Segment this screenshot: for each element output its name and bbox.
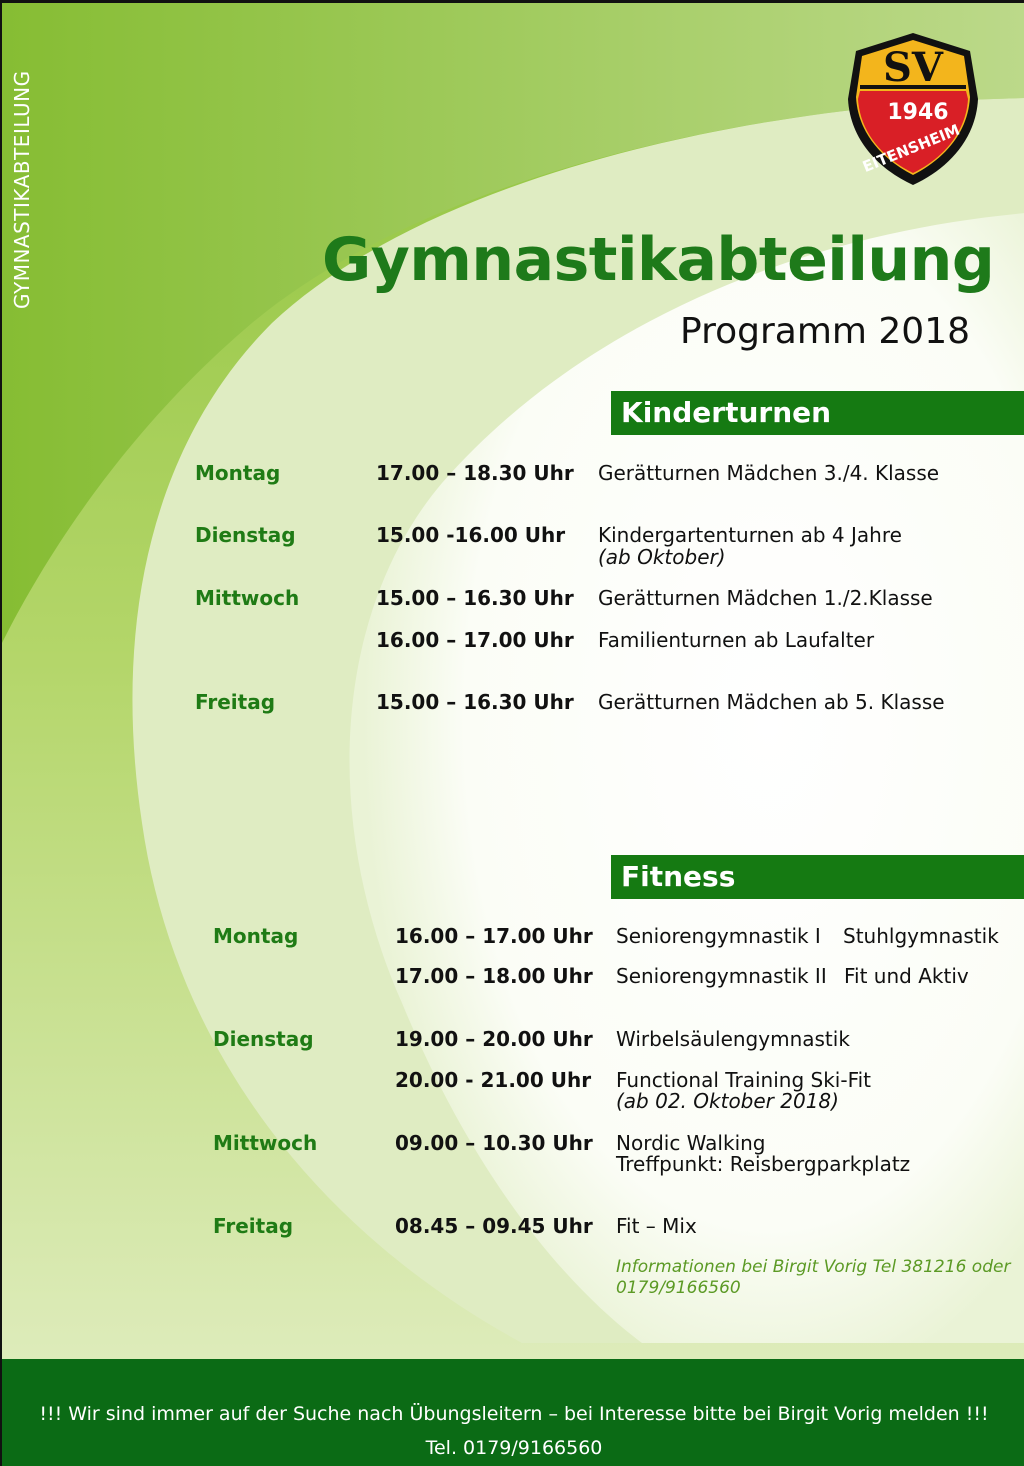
activity-label: Seniorengymnastik II [616,964,827,988]
activity-label: Seniorengymnastik I [616,924,821,948]
day-label: Dienstag [195,523,296,547]
time-label: 20.00 - 21.00 Uhr [395,1068,592,1092]
logo-top-text: SV [883,44,943,91]
activity-note: Treffpunkt: Reisbergparkplatz [616,1152,911,1176]
logo-year: 1946 [887,100,949,125]
footer-message: !!! Wir sind immer auf der Suche nach Übungsleitern – bei Interesse bitte bei Birgit Vorig melden !!! [39,1403,989,1425]
time-label: 15.00 – 16.30 Uhr [376,586,574,610]
section-heading-kinderturnen: Kinderturnen [611,391,1024,435]
day-label: Mittwoch [195,586,300,610]
activity-note: (ab 02. Oktober 2018) [616,1089,839,1113]
activity-label: Gerätturnen Mädchen 1./2.Klasse [598,586,933,610]
day-label: Mittwoch [213,1131,318,1155]
day-label: Montag [213,924,299,948]
day-label: Freitag [195,690,276,714]
time-label: 08.45 – 09.45 Uhr [395,1214,593,1238]
day-label: Montag [195,461,281,485]
time-label: 17.00 – 18.00 Uhr [395,964,593,988]
activity-label: Functional Training Ski-Fit [616,1068,872,1092]
time-label: 17.00 – 18.30 Uhr [376,461,574,485]
time-label: 16.00 – 17.00 Uhr [395,924,593,948]
contact-info: Informationen bei Birgit Vorig Tel 381216 oder 0179/9166560 [616,1257,1011,1298]
day-label: Freitag [213,1214,294,1238]
activity-label: Familienturnen ab Laufalter [598,628,875,652]
time-label: 16.00 – 17.00 Uhr [376,628,574,652]
background-graphic [2,3,1024,1466]
club-logo [838,29,988,189]
page-title: Gymnastikabteilung [322,225,995,295]
page-subtitle: Programm 2018 [680,311,971,352]
footer-phone: Tel. 0179/9166560 [425,1437,603,1459]
activity-label: Kindergartenturnen ab 4 Jahre [598,523,902,547]
day-label: Dienstag [213,1027,314,1051]
section-heading-fitness: Fitness [611,855,1024,899]
activity-label-secondary: Fit und Aktiv [844,964,969,988]
time-label: 15.00 – 16.30 Uhr [376,690,574,714]
activity-label: Gerätturnen Mädchen ab 5. Klasse [598,690,945,714]
time-label: 09.00 – 10.30 Uhr [395,1131,593,1155]
time-label: 15.00 -16.00 Uhr [376,523,566,547]
time-label: 19.00 – 20.00 Uhr [395,1027,593,1051]
activity-label: Nordic Walking [616,1131,766,1155]
activity-label-secondary: Stuhlgymnastik [843,924,999,948]
logo-name: EITENSHEIM [860,120,963,176]
activity-label: Gerätturnen Mädchen 3./4. Klasse [598,461,940,485]
footer-banner [2,1359,1024,1466]
side-label: GYMNASTIKABTEILUNG [10,70,34,309]
activity-note: (ab Oktober) [598,545,726,569]
activity-label: Fit – Mix [616,1214,697,1238]
activity-label: Wirbelsäulengymnastik [616,1027,850,1051]
